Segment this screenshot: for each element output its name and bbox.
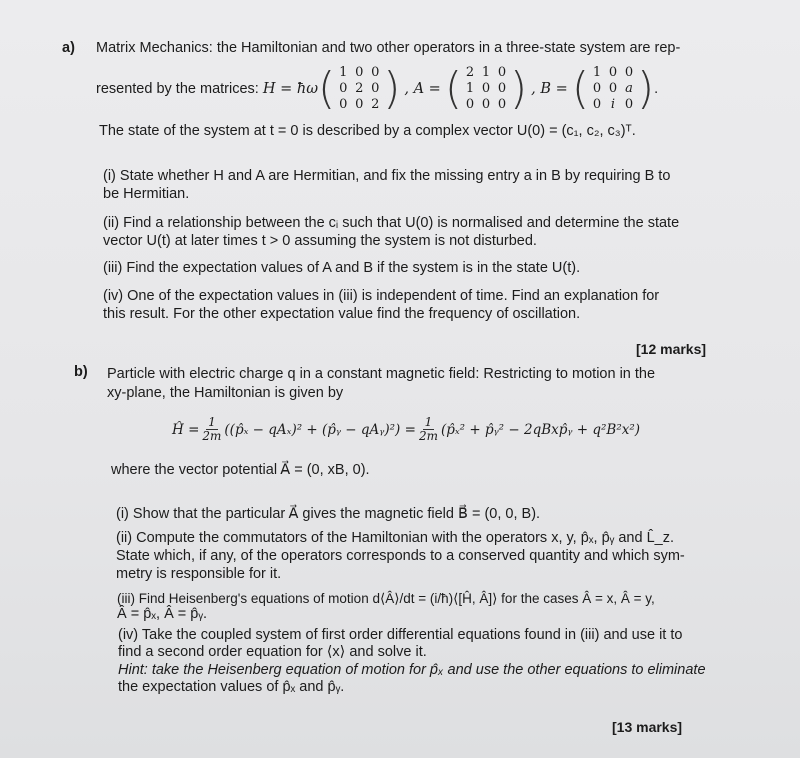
matrix-entry: 0 bbox=[497, 81, 507, 96]
a-q2-line2: vector U(t) at later times t > 0 assuming the system is not disturbed. bbox=[103, 233, 537, 249]
part-b-label: b) bbox=[74, 364, 88, 380]
fraction-1-over-2m-b: $\frac{1}{2m}$ bbox=[418, 415, 438, 443]
b-q2-line1: (ii) Compute the commutators of the Hamiltonian with the operators x, y, p̂ₓ, p̂ᵧ and L̂_z. bbox=[116, 530, 674, 546]
matrix-entry: 0 bbox=[592, 81, 602, 96]
part-b-marks: [13 marks] bbox=[612, 719, 683, 735]
hamiltonian-equation bbox=[172, 416, 640, 443]
matrix-entry: 0 bbox=[481, 81, 491, 96]
b-q4-line2: find a second order equation for ⟨x⟩ and solve it. bbox=[118, 644, 427, 660]
a-q1-line2: be Hermitian. bbox=[103, 186, 190, 202]
matrix-entry: 0 bbox=[355, 97, 364, 112]
b-q4-line1: (iv) Take the coupled system of first order differential equations found in (iii) and use it to bbox=[118, 627, 683, 643]
b-q2-line3: metry is responsible for it. bbox=[116, 566, 282, 582]
potential-line: where the vector potential A⃗ = (0, xB, 0). bbox=[111, 462, 370, 478]
matrix-entry: 0 bbox=[608, 81, 618, 96]
matrix-entry: 2 bbox=[355, 81, 364, 96]
matrix-entry: 0 bbox=[481, 97, 491, 112]
b-q3-line2: Â = p̂ₓ, Â = p̂ᵧ. bbox=[117, 606, 208, 622]
b-q4-hint: Hint: take the Heisenberg equation of motion for p̂ₓ and use the other equations to eliminate bbox=[118, 662, 706, 678]
matrix-entry: i bbox=[610, 97, 616, 112]
matrix-entry: 0 bbox=[497, 97, 507, 112]
h-lhs: H = ħω bbox=[262, 80, 319, 97]
matrix-entry: 0 bbox=[339, 97, 348, 112]
matrix-entry: 0 bbox=[371, 65, 380, 80]
b-q3-line1: (iii) Find Heisenberg's equations of motion d⟨Â⟩/dt = (i/ħ)⟨[Ĥ, Â]⟩ for the cases Â = x, Â = y, bbox=[117, 591, 655, 606]
matrix-entry: 0 bbox=[465, 97, 475, 112]
a-lhs: , A = bbox=[404, 80, 441, 97]
matrix-entry: 2 bbox=[465, 65, 475, 80]
matrix-entry: 2 bbox=[371, 97, 380, 112]
matrix-entry: 0 bbox=[624, 65, 634, 80]
b-q1: (i) Show that the particular A⃗ gives the magnetic field B⃗ = (0, 0, B). bbox=[116, 506, 541, 522]
matrix-entry: 0 bbox=[371, 81, 380, 96]
matrices-line: resented by the matrices: H = ħω ( 1 0 0 0 2 0 0 0 2 ) , A = ( 2 1 0 1 0 0 0 0 0 ) , B = ( 1 0 0 0 0 a 0 i 0 ) . bbox=[96, 63, 659, 114]
part-a-intro-line1: Matrix Mechanics: the Hamiltonian and two other operators in a three-state system are rep- bbox=[96, 40, 681, 56]
a-q4-line1: (iv) One of the expectation values in (iii) is independent of time. Find an explanation for bbox=[103, 288, 660, 304]
part-a-marks: [12 marks] bbox=[636, 341, 707, 357]
matrix-entry: 0 bbox=[339, 81, 348, 96]
b-q2-line2: State which, if any, of the operators corresponds to a conserved quantity and which sym- bbox=[116, 548, 685, 564]
hamiltonian-mid: ((p̂ₓ − qAₓ)² + (p̂ᵧ − qAᵧ)²) = bbox=[224, 421, 416, 438]
part-a-label: a) bbox=[62, 40, 75, 56]
matrices-line-prefix: resented by the matrices: bbox=[96, 80, 259, 97]
matrix-a: ( 2 1 0 1 0 0 0 0 0 ) bbox=[444, 63, 528, 114]
b-intro-line1: Particle with electric charge q in a constant magnetic field: Restricting to motion in the bbox=[107, 366, 656, 382]
b-lhs: , B = bbox=[531, 80, 568, 97]
matrix-entry: 1 bbox=[465, 81, 475, 96]
matrix-entry: a bbox=[625, 81, 633, 96]
matrix-entry: 0 bbox=[592, 97, 602, 112]
matrix-entry: 0 bbox=[608, 65, 618, 80]
matrix-entry: 0 bbox=[624, 97, 634, 112]
fraction-1-over-2m-a: $\frac{1}{2m}$ bbox=[202, 415, 222, 443]
matrix-entry: 0 bbox=[497, 65, 507, 80]
b-q4-line4: the expectation values of p̂ₓ and p̂ᵧ. bbox=[118, 679, 345, 695]
a-q3-line1: (iii) Find the expectation values of A and B if the system is in the state U(t). bbox=[103, 260, 581, 276]
a-q1-line1: (i) State whether H and A are Hermitian, and fix the missing entry a in B by requiring B to bbox=[103, 168, 671, 184]
state-line: The state of the system at t = 0 is described by a complex vector U(0) = (c₁, c₂, c₃)ᵀ. bbox=[99, 123, 636, 139]
matrix-b: ( 1 0 0 0 0 a 0 i 0 ) bbox=[571, 63, 655, 114]
b-intro-line2: xy-plane, the Hamiltonian is given by bbox=[107, 385, 344, 401]
matrix-entry: 1 bbox=[481, 65, 491, 80]
matrix-entry: 1 bbox=[339, 65, 348, 80]
a-q4-line2: this result. For the other expectation value find the frequency of oscillation. bbox=[103, 306, 581, 322]
matrix-entry: 1 bbox=[592, 65, 602, 80]
hamiltonian-rhs: (p̂ₓ² + p̂ᵧ² − 2qBxp̂ᵧ + q²B²x²) bbox=[440, 421, 641, 438]
a-q2-line1: (ii) Find a relationship between the cᵢ such that U(0) is normalised and determine the state bbox=[103, 215, 680, 231]
hamiltonian-lhs: Ĥ = bbox=[172, 421, 200, 438]
matrix-h: ( 1 0 0 0 2 0 0 0 2 ) bbox=[318, 63, 401, 114]
matrix-entry: 0 bbox=[355, 65, 364, 80]
